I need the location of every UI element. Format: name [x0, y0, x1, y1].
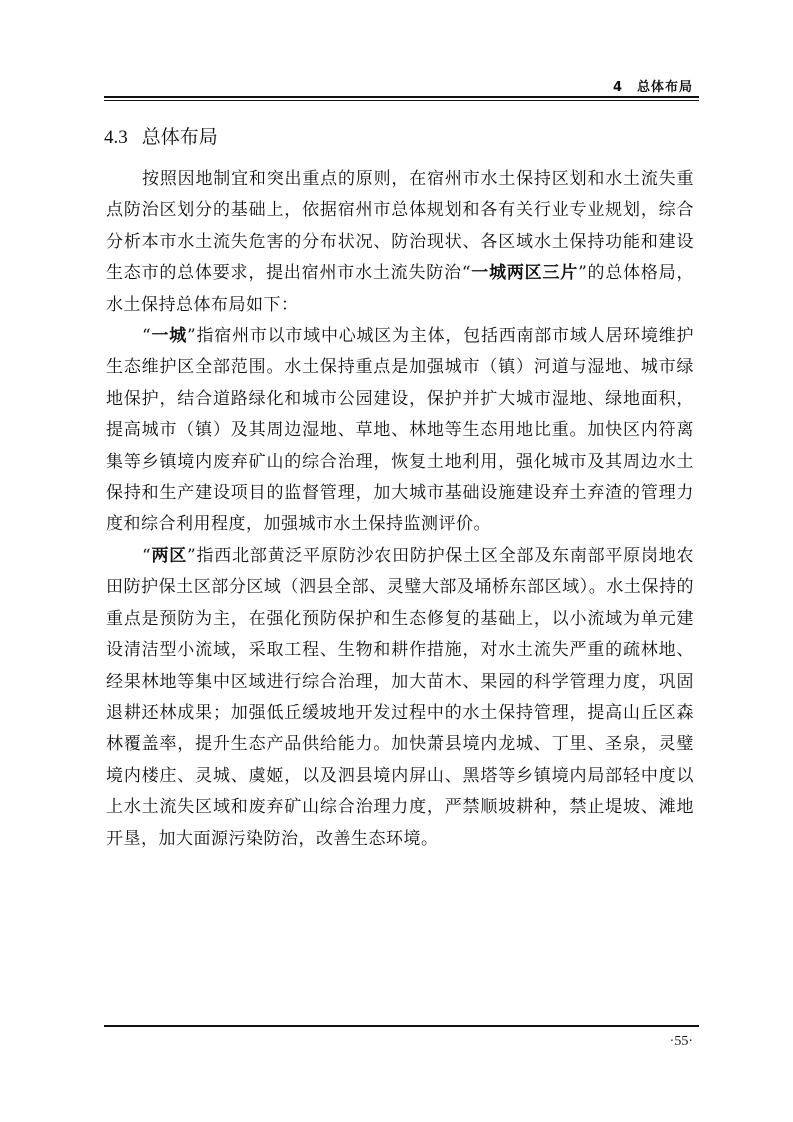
paragraph-text: ”的总体格局，水土保持总体布局如下： [106, 263, 694, 315]
paragraph-two-zones [106, 541, 694, 855]
paragraph-text: ”指宿州市以市域中心城区为主体，包括西南部市域人居环境维护生态维护区全部范围。水土保持重点是加强城市（镇）河道与湿地、城市绿地保护，结合道路绿化和城市公园建设，保护并扩大城市湿地、绿地面积，提高城市（镇）及其周边湿地、草地、林地等生态用地比重。加快区内符离集等乡镇境内废弃矿山的综合治理，恢复土地利用，强化城市及其周边水土保持和生产建设项目的监督管理，加大城市基础设施建设弃土弃渣的管理力度和综合利用程度，加强城市水土保持监测评价。 [106, 326, 694, 535]
header-rule [104, 96, 699, 98]
paragraph-text: ”指西北部黄泛平原防沙农田防护保土区全部及东南部平原岗地农田防护保土区部分区域（泗县全部、灵璧大部及埇桥东部区域）。水土保持的重点是预防为主，在强化预防保护和生态修复的基础上，以小流域为单元建设清洁型小流域，采取工程、生物和耕作措施，对水土流失严重的疏林地、经果林地等集中区域进行综合治理，加大苗木、果园的科学管理力度，巩固退耕还林成果；加强低丘缓坡地开发过程中的水土保持管理，提高山丘区森林覆盖率，提升生态产品供给能力。加快萧县境内龙城、丁里、圣泉，灵璧境内楼庄、灵城、虞姬，以及泗县境内屏山、黑塔等乡镇境内局部轻中度以上水土流失区域和废弃矿山综合治理力度，严禁顺坡耕种，禁止堤坡、滩地开垦，加大面源污染防治，改善生态环境。 [106, 545, 694, 849]
header-rule-secondary [104, 100, 699, 101]
emphasis-text: 一城 [151, 326, 188, 347]
section-number: 4.3 [104, 127, 128, 148]
running-header: 4 总体布局 [612, 80, 693, 95]
section-heading [104, 122, 218, 149]
emphasis-text: 两区 [151, 545, 188, 566]
paragraph-one-city [106, 321, 694, 541]
page-number: ·55· [669, 1034, 693, 1049]
body-text [106, 164, 694, 855]
paragraph-text: “ [142, 545, 152, 566]
emphasis-text: 一城两区三片 [471, 263, 579, 284]
paragraph-text: “ [142, 326, 152, 347]
section-title: 总体布局 [141, 126, 218, 148]
footer-rule [104, 1025, 699, 1027]
paragraph-intro [106, 164, 694, 321]
paragraph-text: 按照因地制宜和突出重点的原则，在宿州市水土保持区划和水土流失重点防治区划分的基础上，依据宿州市总体规划和各有关行业专业规划，综合分析本市水土流失危害的分布状况、防治现状、各区域水土保持功能和建设生态市的总体要求，提出宿州市水土流失防治“ [106, 169, 694, 284]
